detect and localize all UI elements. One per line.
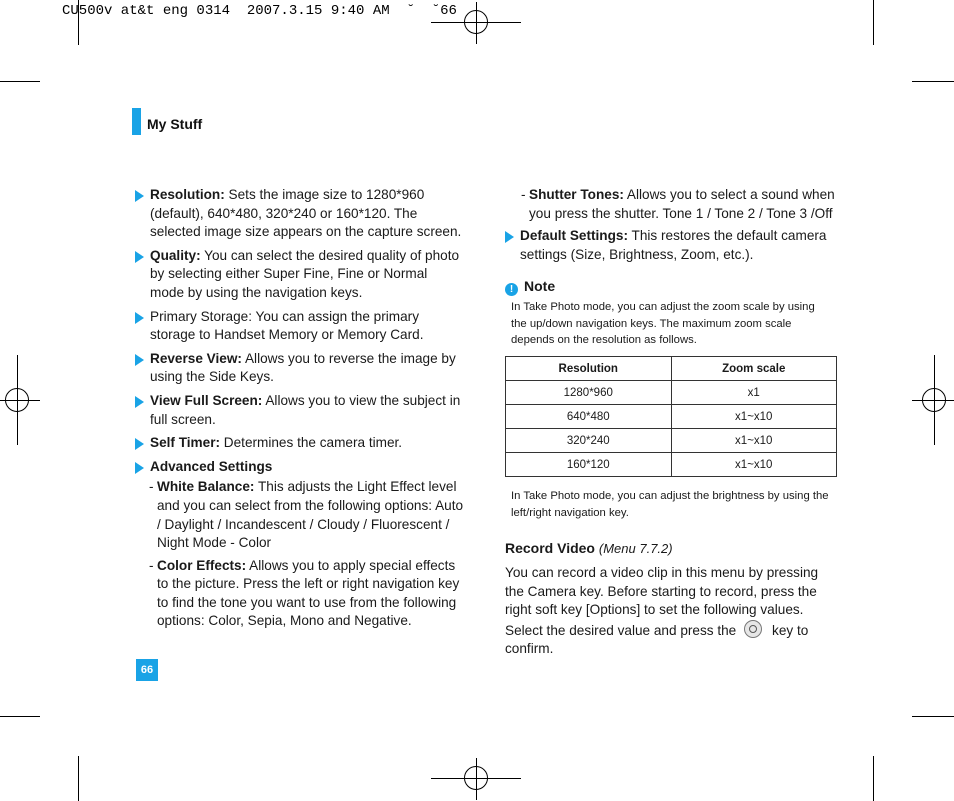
registration-circle bbox=[464, 10, 488, 34]
bullet-arrow-icon bbox=[135, 354, 144, 366]
print-header-marks: ˘ ˘ bbox=[406, 3, 441, 19]
item-self-timer bbox=[135, 434, 465, 453]
section-accent-bar bbox=[132, 108, 141, 135]
item-text: Determines the camera timer. bbox=[220, 435, 403, 451]
record-video-text-end: key to confirm. bbox=[505, 622, 809, 657]
record-video-menu-ref: (Menu 7.7.2) bbox=[598, 541, 673, 556]
item-label: Advanced Settings bbox=[150, 458, 273, 474]
note-text-zoom: In Take Photo mode, you can adjust the zoom scale by using the up/down navigation keys. The maximum zoom scale depends on the resolution as follows. bbox=[511, 301, 815, 346]
crop-mark bbox=[0, 716, 40, 717]
item-label: Resolution: bbox=[150, 187, 225, 202]
item-primary-storage bbox=[135, 308, 465, 345]
registration-circle bbox=[464, 766, 488, 790]
sub-item-label: White Balance: bbox=[157, 479, 255, 495]
exclamation-icon: ! bbox=[505, 283, 518, 296]
zoom-scale-table bbox=[505, 356, 837, 477]
registration-circle bbox=[922, 388, 946, 412]
table-row bbox=[506, 453, 837, 477]
sub-item-shutter-tones bbox=[505, 186, 840, 223]
note-heading bbox=[505, 278, 555, 296]
item-quality bbox=[135, 247, 465, 303]
table-header-cell: Zoom scale bbox=[671, 357, 837, 381]
left-column bbox=[135, 186, 465, 635]
sub-item-label: Shutter Tones: bbox=[529, 187, 624, 202]
crop-mark bbox=[873, 756, 874, 801]
item-reverse-view bbox=[135, 350, 465, 387]
sub-item-white-balance bbox=[135, 478, 465, 552]
sub-item-label: Color Effects: bbox=[157, 557, 247, 573]
crop-mark bbox=[912, 716, 954, 717]
crop-mark bbox=[78, 756, 79, 801]
item-text: This restores the default camera settings (Size, Brightness, Zoom, etc.). bbox=[520, 228, 827, 262]
section-title: My Stuff bbox=[147, 116, 203, 132]
item-label: View Full Screen: bbox=[150, 392, 263, 408]
table-cell: 1280*960 bbox=[506, 381, 672, 405]
bullet-arrow-icon bbox=[135, 251, 144, 263]
print-header-text: CU500v at&t eng 0314 2007.3.15 9:40 AM bbox=[62, 3, 390, 19]
dash-marker: - bbox=[521, 187, 526, 202]
item-text: Allows you to reverse the image by using the Side Keys. bbox=[150, 350, 456, 385]
table-header-cell: Resolution bbox=[506, 357, 672, 381]
item-text: Primary Storage: You can assign the primary storage to Handset Memory or Memory Card. bbox=[150, 308, 424, 343]
record-video-text: You can record a video clip in this menu by pressing the Camera key. Before starting to record, press the right soft key [Options] to set the following values. Select the desired value and press the bbox=[505, 565, 819, 638]
item-default-settings bbox=[505, 227, 840, 264]
sub-item-text: Allows you to apply special effects to the picture. Press the left or right navigation key to find the tone you want to use from the following options: Color, Sepia, Mono and Negative. bbox=[157, 557, 460, 629]
record-video-body bbox=[505, 564, 835, 659]
table-cell: 320*240 bbox=[506, 429, 672, 453]
record-video-title: Record Video bbox=[505, 540, 599, 556]
table-header-row bbox=[506, 357, 837, 381]
item-text: You can select the desired quality of photo by selecting either Super Fine, Fine or Normal mode by using the navigation keys. bbox=[150, 247, 460, 300]
sub-item-text: This adjusts the Light Effect level and you can select from the following options: Auto / Daylight / Incandescent / Cloudy / Fluorescent / Night Mode - Color bbox=[157, 479, 464, 551]
item-text: Allows you to view the subject in full screen. bbox=[150, 392, 461, 427]
crop-mark bbox=[873, 0, 874, 45]
table-cell: 640*480 bbox=[506, 405, 672, 429]
item-resolution bbox=[135, 186, 465, 242]
note-text-brightness: In Take Photo mode, you can adjust the brightness by using the left/right navigation key. bbox=[511, 490, 829, 519]
item-label: Reverse View: bbox=[150, 350, 242, 366]
bullet-arrow-icon bbox=[135, 438, 144, 450]
item-label: Default Settings: bbox=[520, 228, 628, 244]
table-row bbox=[506, 429, 837, 453]
bullet-arrow-icon bbox=[505, 231, 514, 243]
ok-key-icon bbox=[744, 620, 762, 638]
table-cell: 160*120 bbox=[506, 453, 672, 477]
print-header bbox=[62, 3, 457, 19]
note-title: Note bbox=[524, 278, 556, 294]
item-view-full-screen bbox=[135, 392, 465, 429]
bullet-arrow-icon bbox=[135, 462, 144, 474]
item-advanced-settings bbox=[135, 458, 465, 477]
table-cell: x1~x10 bbox=[671, 405, 837, 429]
bullet-arrow-icon bbox=[135, 312, 144, 324]
sub-item-text: Allows you to select a sound when you press the shutter. Tone 1 / Tone 2 / Tone 3 /Off bbox=[529, 187, 835, 221]
crop-mark bbox=[0, 81, 40, 82]
right-column bbox=[505, 186, 840, 269]
dash-marker: - bbox=[149, 479, 154, 495]
table-row bbox=[506, 405, 837, 429]
table-cell: x1~x10 bbox=[671, 429, 837, 453]
item-label: Self Timer: bbox=[150, 435, 221, 451]
table-cell: x1 bbox=[671, 381, 837, 405]
table-row bbox=[506, 381, 837, 405]
record-video-heading bbox=[505, 540, 673, 556]
table-cell: x1~x10 bbox=[671, 453, 837, 477]
bullet-arrow-icon bbox=[135, 396, 144, 408]
crop-mark bbox=[912, 81, 954, 82]
sub-item-color-effects bbox=[135, 557, 465, 631]
bullet-arrow-icon bbox=[135, 190, 144, 202]
registration-circle bbox=[5, 388, 29, 412]
dash-marker: - bbox=[149, 557, 154, 573]
page-number: 66 bbox=[136, 659, 158, 681]
print-header-page: 66 bbox=[440, 3, 457, 19]
item-text: Sets the image size to 1280*960 (default), 640*480, 320*240 or 160*120. The selected image size appears on the capture screen. bbox=[150, 187, 462, 240]
item-label: Quality: bbox=[150, 247, 201, 263]
